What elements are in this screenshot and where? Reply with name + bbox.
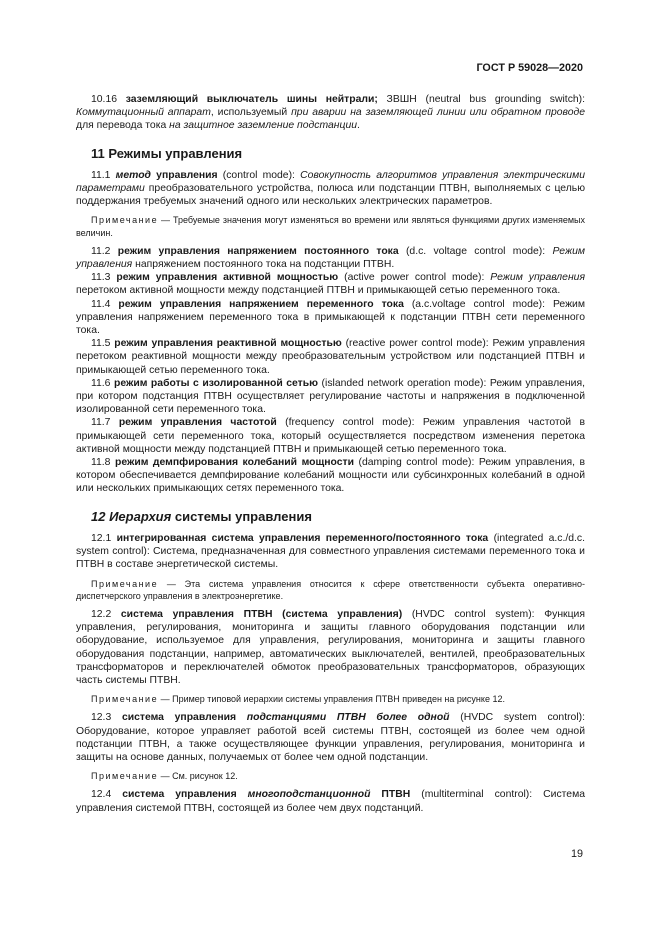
text-run: напряжением постоянного тока на подстанции ПТВН.	[132, 259, 395, 271]
text-run: режим управления частотой	[118, 417, 277, 429]
text-run: 11.4	[91, 298, 119, 310]
text-run: 12 Иерархия	[91, 508, 172, 524]
section-heading	[91, 147, 585, 160]
text-run: Режим управления	[76, 245, 585, 271]
term-paragraph	[76, 169, 585, 209]
term-paragraph	[76, 377, 585, 417]
text-run: 11.7	[91, 417, 119, 429]
document-body	[76, 93, 585, 815]
text-run: Режим управления	[490, 272, 585, 284]
text-run: (islanded network operation mode): Режим управления, при котором подстанция ПТВН осуществляет регулирование частоты и напряжения в подключенной изолированной сети переменного тока.	[76, 377, 585, 416]
text-run: интегрированная система управления переменного/постоянного тока	[116, 532, 489, 544]
term-paragraph	[76, 788, 585, 814]
text-run: режим управления напряжением переменного тока	[118, 298, 404, 310]
term-paragraph	[76, 608, 585, 687]
text-run: (integrated a.c./d.c. system control): Система, предназначенная для совместного управления системами переменного тока и ПТВН в составе энергетической системы.	[76, 532, 585, 571]
text-run: 11.8	[91, 457, 115, 469]
text-run: .	[357, 120, 360, 132]
text-run: (HVDC control system): Функция управления, регулирования, мониторинга и защиты главного оборудования подстанции или оборудование, используемое для управления, регулирования, мониторинга и защиты главного оборудования подстанции, например, автоматических выключателей, вентилей, преобразовательных трансформаторов и переключателей обмоток преобразовательных трансформаторов, образующих часть системы ПТВН.	[76, 608, 585, 686]
text-run: ЗВШН (neutral bus grounding switch):	[377, 94, 586, 105]
note-paragraph	[76, 214, 585, 238]
note-label: Примечание	[91, 771, 159, 782]
term-paragraph	[76, 245, 585, 271]
text-run: на защитное заземление подстанции	[169, 120, 358, 132]
text-run: перетоком активной мощности между подстанцией ПТВН и примыкающей сетью переменного тока.	[76, 285, 561, 297]
text-run: режим управления напряжением постоянного тока	[117, 245, 399, 257]
term-paragraph	[76, 298, 585, 338]
note-paragraph	[76, 578, 585, 602]
text-run: (reactive power control mode): Режим управления перетоком реактивной мощности между преобразовательным устройством или подстанцией ПТВН и примыкающей сетью переменного тока.	[76, 338, 585, 376]
text-run: 11.3	[91, 272, 117, 284]
note-paragraph	[76, 770, 585, 782]
text-run: заземляющий выключатель шины нейтрали;	[125, 94, 378, 105]
page-number: 19	[570, 848, 583, 860]
text-run: при аварии на заземляющей линии или обратном проводе	[291, 107, 586, 119]
section-heading	[91, 510, 585, 523]
text-run: , используемый	[210, 107, 292, 119]
text-run: (frequency control mode): Режим управления частотой в примыкающей сети переменного тока, который осуществляется посредством изменения перетока активной мощности между подстанцией ПТВН и примыкающей сетью переменного тока.	[76, 417, 586, 455]
term-paragraph	[76, 416, 585, 456]
note-text: — Эта система управления относится к сфере ответственности субъекта оперативно-диспетчерского управления в электроэнергетике.	[76, 578, 585, 601]
text-run: 12.2	[91, 608, 121, 620]
note-paragraph	[76, 693, 585, 705]
text-run: для перевода тока	[76, 120, 170, 132]
note-text: — Требуемые значения могут изменяться во времени или являться функциями других изменяемых величин.	[76, 215, 585, 238]
text-run: управления	[150, 169, 218, 181]
text-run: ПТВН	[370, 789, 411, 801]
text-run: преобразовательного устройства, полюса или подстанции ПТВН, выполняемых с целью поддержания требуемых значений одного или нескольких электрических параметров.	[76, 183, 585, 208]
text-run: метод	[115, 169, 151, 181]
note-text: — См. рисунок 12.	[158, 771, 238, 782]
text-run: (d.c. voltage control mode):	[398, 245, 553, 257]
note-text: — Пример типовой иерархии системы управления ПТВН приведен на рисунке 12.	[158, 694, 505, 705]
text-run: 10.16	[91, 94, 126, 105]
term-paragraph	[76, 93, 585, 133]
text-run: Совокупность алгоритмов управления электрическими параметрами	[76, 169, 585, 195]
text-run: система управления	[121, 712, 247, 724]
text-run: 11.1	[91, 169, 116, 181]
text-run: (multiterminal control): Система управления системой ПТВН, состоящей из более чем двух подстанций.	[76, 789, 585, 814]
term-paragraph	[76, 532, 585, 572]
text-run: (a.c.voltage control mode): Режим управления напряжением переменного тока в примыкающей к подстанции ПТВН сети переменного тока.	[76, 298, 585, 337]
note-label: Примечание	[91, 694, 159, 705]
text-run: (damping control mode): Режим управления, в котором обеспечивается демпфирование колебаний мощности или субсинхронных колебаний в одной или нескольких примыкающих сетях переменного тока.	[76, 457, 585, 495]
term-paragraph	[76, 337, 585, 377]
term-paragraph	[76, 456, 585, 496]
text-run: система управления	[122, 789, 248, 801]
text-run: 11.5	[91, 338, 115, 350]
term-paragraph	[76, 711, 585, 764]
text-run: системы управления	[171, 508, 312, 524]
text-run: 12.1	[91, 532, 117, 544]
term-paragraph	[76, 271, 585, 297]
text-run: многоподстанционной	[247, 789, 371, 801]
text-run: 12.3	[91, 712, 122, 724]
document-header: ГОСТ Р 59028—2020	[476, 62, 583, 74]
text-run: Коммутационный аппарат	[76, 107, 211, 119]
text-run: 11.6	[91, 377, 114, 389]
text-run: 11.2	[91, 245, 118, 257]
text-run: 12.4	[91, 789, 123, 801]
text-run: (HVDC system control): Оборудование, которое управляет работой всей системы ПТВН, состоящей из более чем одной подстанции ПТВН, а также осуществляющее функции управления, регулирования, мониторинга и защиты на основе данных, получаемых от более чем одной подстанции.	[76, 712, 585, 763]
text-run: система управления ПТВН (система управления)	[120, 608, 403, 620]
text-run: режим управления активной мощностью	[116, 272, 339, 284]
text-run: подстанциями ПТВН более одной	[246, 712, 450, 724]
text-run: режим работы с изолированной сетью	[113, 377, 319, 389]
note-label: Примечание	[91, 578, 159, 589]
text-run: режим управления реактивной мощностью	[114, 338, 342, 350]
text-run: (control mode):	[217, 169, 301, 181]
text-run: режим демпфирования колебаний мощности	[114, 457, 354, 469]
note-label: Примечание	[91, 215, 159, 226]
text-run: (active power control mode):	[338, 272, 491, 284]
text-run: 11 Режимы управления	[91, 145, 243, 161]
